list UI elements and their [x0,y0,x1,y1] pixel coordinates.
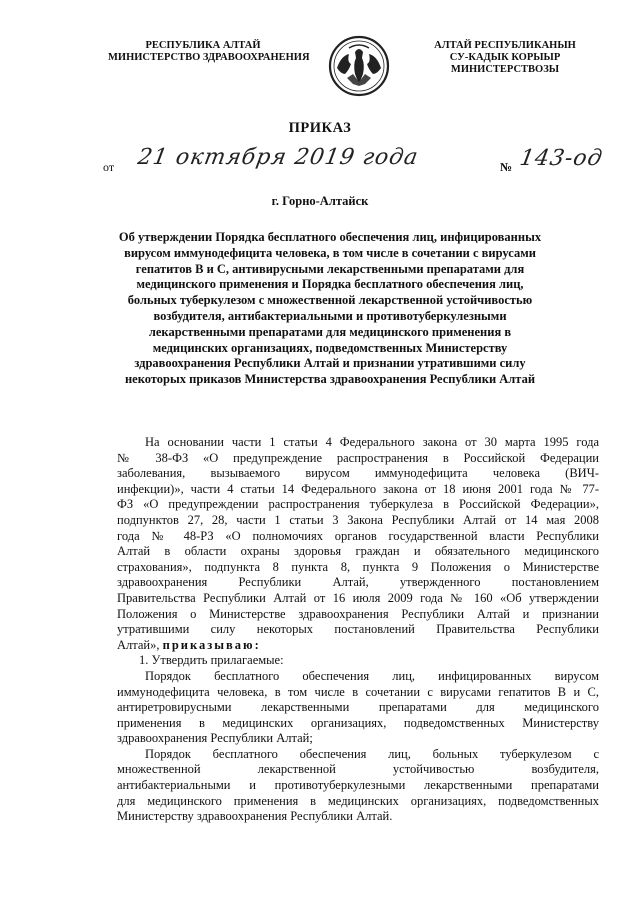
handwritten-number: 143-од [517,146,605,171]
body-line: инфекции)», части 4 статьи 14 Федерального закона от 18 июня 2001 года № 77- [117,481,599,496]
body-line: года № 48-РЗ «О полномочиях органов государственной власти Республики [117,528,599,543]
order-body [117,435,599,825]
date-prefix: от [103,160,115,174]
body-line: Положения о Министерстве здравоохранения Республики Алтай и признании [117,606,599,621]
body-line: № 38-ФЗ «О предупреждение распространения в Российской Федерации [117,450,599,465]
header-left [108,40,310,64]
subject-line: вирусом иммунодефицита человека, в том числе в сочетании с вирусами [124,245,536,260]
number-label: № [500,160,513,174]
subject-line: больных туберкулезом с множественной лекарственной устойчивостью [127,293,533,308]
coat-of-arms-emblem [327,34,391,98]
order2-line: Министерству здравоохранения Республики Алтай. [117,809,393,824]
order1-line: иммунодефицита человека, в том числе в сочетании с вирусами гепатитов В и С, [117,684,599,699]
body-line: утратившими силу некоторых постановлений Правительства Республики [117,622,599,637]
basis-end-text: Алтай», [117,637,160,652]
header-right-line: АЛТАЙ РЕСПУБЛИКАНЫН [434,40,576,51]
body-line: Правительства Республики Алтай от 16 июля 2009 года № 160 «Об утверждении [117,590,599,605]
header-left-line: РЕСПУБЛИКА АЛТАЙ [145,40,261,51]
order1-line: применения в медицинских организациях, подведомственных Министерству [117,715,599,730]
body-line: здравоохранения Республики Алтай, утвержденного постановлением [117,575,599,590]
header-right [420,40,590,76]
body-line: заболевания, вызываемого вирусом иммунодефицита человека (ВИЧ- [117,466,599,481]
body-line: На основании части 1 статьи 4 Федерального закона от 30 марта 1995 года [145,435,599,449]
handwritten-date: 21 октября 2019 года [135,145,421,170]
order2-line: для медицинского применения в медицинских организациях, подведомственных [117,793,599,808]
prikazyvayu-word: приказываю: [162,637,261,652]
body-line: Алтай в области охраны здоровья граждан и обязательного медицинского [117,544,599,559]
order1-line: Порядок бесплатного обеспечения лиц, инфицированных вирусом [145,668,599,683]
subject-line: Об утверждении Порядка бесплатного обеспечения лиц, инфицированных [118,230,542,244]
header-left-line: МИНИСТЕРСТВО ЗДРАВООХРАНЕНИЯ [108,52,310,63]
city-line: г. Горно-Алтайск [271,194,369,208]
subject-line: медицинских организациях, подведомственных Министерству [152,340,508,355]
order-subject [110,230,550,388]
order2-line: множественной лекарственной устойчивостью возбудителя, [117,762,599,777]
subject-line: здравоохранения Республики Алтай и признании утратившими силу [134,356,526,371]
order1-line: здравоохранения Республики Алтай; [117,731,313,746]
document-title: ПРИКАЗ [288,120,352,136]
item-1-heading: 1. Утвердить прилагаемые: [139,653,284,668]
subject-line: некоторых приказов Министерства здравоохранения Республики Алтай [124,372,536,387]
body-line-prikazyvayu [117,638,599,654]
order1-line: антиретровирусными лекарственными препаратами для медицинского [117,700,599,715]
subject-line: гепатитов В и С, антивирусными лекарственными препаратами для [135,261,525,276]
subject-line: возбудителя, антибактериальными и противотуберкулезными [153,308,507,323]
body-line: подпунктов 27, 28, части 1 статьи 3 Закона Республики Алтай от 14 мая 2008 [117,512,599,527]
body-line: ФЗ «О предупреждении распространения туберкулеза в Российской Федерации», [117,497,599,512]
body-line: страхования», подпункта 8 пункта 8, пункта 9 Положения о Министерстве [117,559,599,574]
subject-line: лекарственными препаратами для медицинского применения в [148,324,512,339]
header-right-line: МИНИСТЕРСТВОЗЫ [450,64,560,75]
header-right-line: СУ-КАДЫК КОРЫЫР [449,52,561,63]
subject-line: медицинского применения и Порядка бесплатного обеспечения лиц, [136,277,524,292]
order2-line: Порядок бесплатного обеспечения лиц, больных туберкулезом с [145,746,599,761]
order2-line: антибактериальными и противотуберкулезными лекарственными препаратами [117,778,599,793]
